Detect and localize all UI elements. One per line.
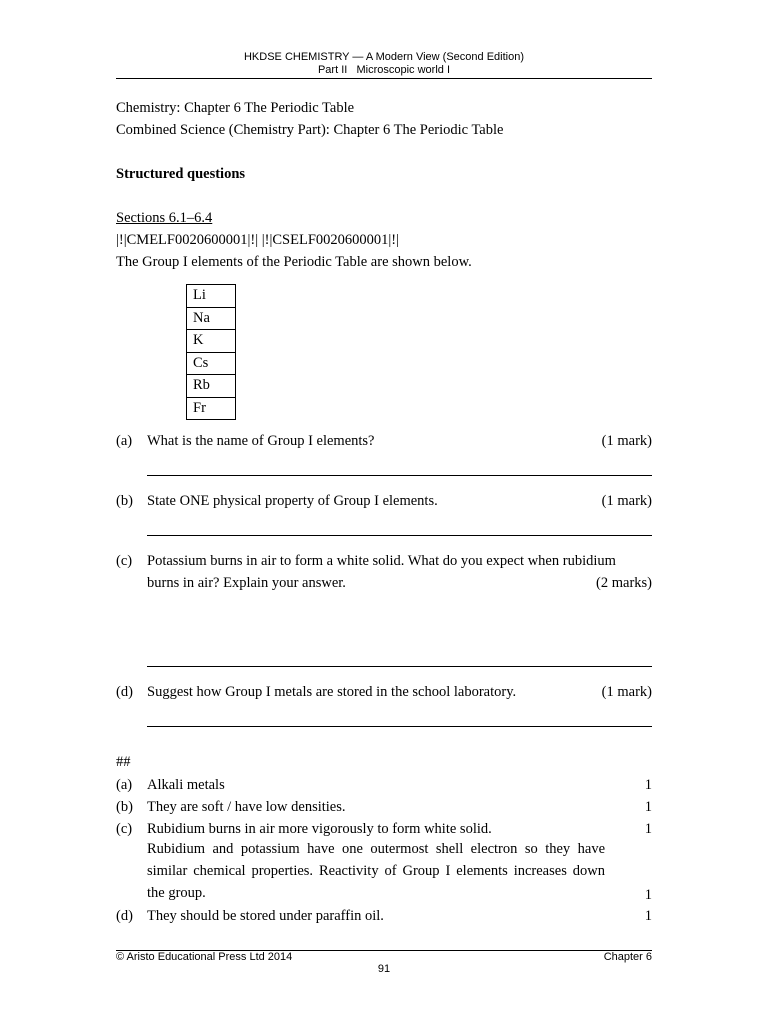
answer-d-text: They should be stored under paraffin oil. — [147, 908, 384, 924]
answer-a-label: (a) — [116, 777, 133, 793]
answer-c-explanation-mark: 1 — [644, 887, 652, 903]
element-cell: Fr — [187, 397, 236, 420]
running-header-part: Part II Microscopic world I — [317, 64, 451, 76]
question-c-label: (c) — [116, 553, 133, 569]
element-cell: Li — [187, 285, 236, 308]
answer-d-mark: 1 — [644, 908, 652, 924]
question-b-text: State ONE physical property of Group I elements. — [147, 493, 438, 509]
question-c-text-line1: Potassium burns in air to form a white solid. What do you expect when rubidium — [147, 553, 616, 569]
element-row — [187, 375, 236, 398]
element-row — [187, 352, 236, 375]
answer-b-text: They are soft / have low densities. — [147, 799, 346, 815]
answer-b-mark: 1 — [644, 799, 652, 815]
element-cell: Cs — [187, 352, 236, 375]
answer-c-mark: 1 — [644, 821, 652, 837]
element-row — [187, 285, 236, 308]
question-a-text: What is the name of Group I elements? — [147, 433, 375, 449]
question-d-answer-line[interactable] — [147, 726, 652, 727]
question-codes: |!|CMELF0020600001|!| |!|CSELF0020600001|!| — [116, 232, 400, 248]
answer-c-label: (c) — [116, 821, 133, 837]
answer-c-text: Rubidium burns in air more vigorously to form white solid. — [147, 821, 492, 837]
question-d-marks: (1 mark) — [601, 684, 652, 700]
element-row — [187, 307, 236, 330]
element-row — [187, 330, 236, 353]
question-b-answer-line[interactable] — [147, 535, 652, 536]
combined-science-chapter-line: Combined Science (Chemistry Part): Chapter 6 The Periodic Table — [116, 122, 504, 138]
element-row — [187, 397, 236, 420]
question-b-label: (b) — [116, 493, 133, 509]
page-number: 91 — [377, 963, 391, 975]
answer-marker: ## — [116, 754, 131, 770]
question-c-marks: (2 marks) — [596, 575, 652, 591]
question-a-answer-line[interactable] — [147, 475, 652, 476]
element-cell: K — [187, 330, 236, 353]
answer-d-label: (d) — [116, 908, 133, 924]
element-cell: Na — [187, 307, 236, 330]
group-one-elements-table — [186, 284, 236, 420]
question-c-answer-line[interactable] — [147, 666, 652, 667]
question-a-label: (a) — [116, 433, 133, 449]
question-b-marks: (1 mark) — [601, 493, 652, 509]
element-cell: Rb — [187, 375, 236, 398]
question-c-text-line2: burns in air? Explain your answer. — [147, 575, 346, 591]
header-rule — [116, 78, 652, 79]
answer-a-mark: 1 — [644, 777, 652, 793]
question-d-label: (d) — [116, 684, 133, 700]
answer-b-label: (b) — [116, 799, 133, 815]
answer-c-explanation: Rubidium and potassium have one outermost shell electron so they have similar chemical properties. Reactivity of Group I elements increases down the group. — [147, 841, 605, 901]
answer-a-text: Alkali metals — [147, 777, 225, 793]
section-heading: Structured questions — [116, 166, 246, 182]
question-a-marks: (1 mark) — [601, 433, 652, 449]
question-d-text: Suggest how Group I metals are stored in the school laboratory. — [147, 684, 517, 700]
footer-copyright: © Aristo Educational Press Ltd 2014 — [116, 951, 293, 963]
question-stem: The Group I elements of the Periodic Table are shown below. — [116, 254, 472, 270]
sections-reference: Sections 6.1–6.4 — [116, 210, 213, 226]
chemistry-chapter-line: Chemistry: Chapter 6 The Periodic Table — [116, 100, 355, 116]
running-header-title: HKDSE CHEMISTRY — A Modern View (Second Edition) — [243, 51, 524, 63]
footer-chapter: Chapter 6 — [603, 951, 652, 963]
